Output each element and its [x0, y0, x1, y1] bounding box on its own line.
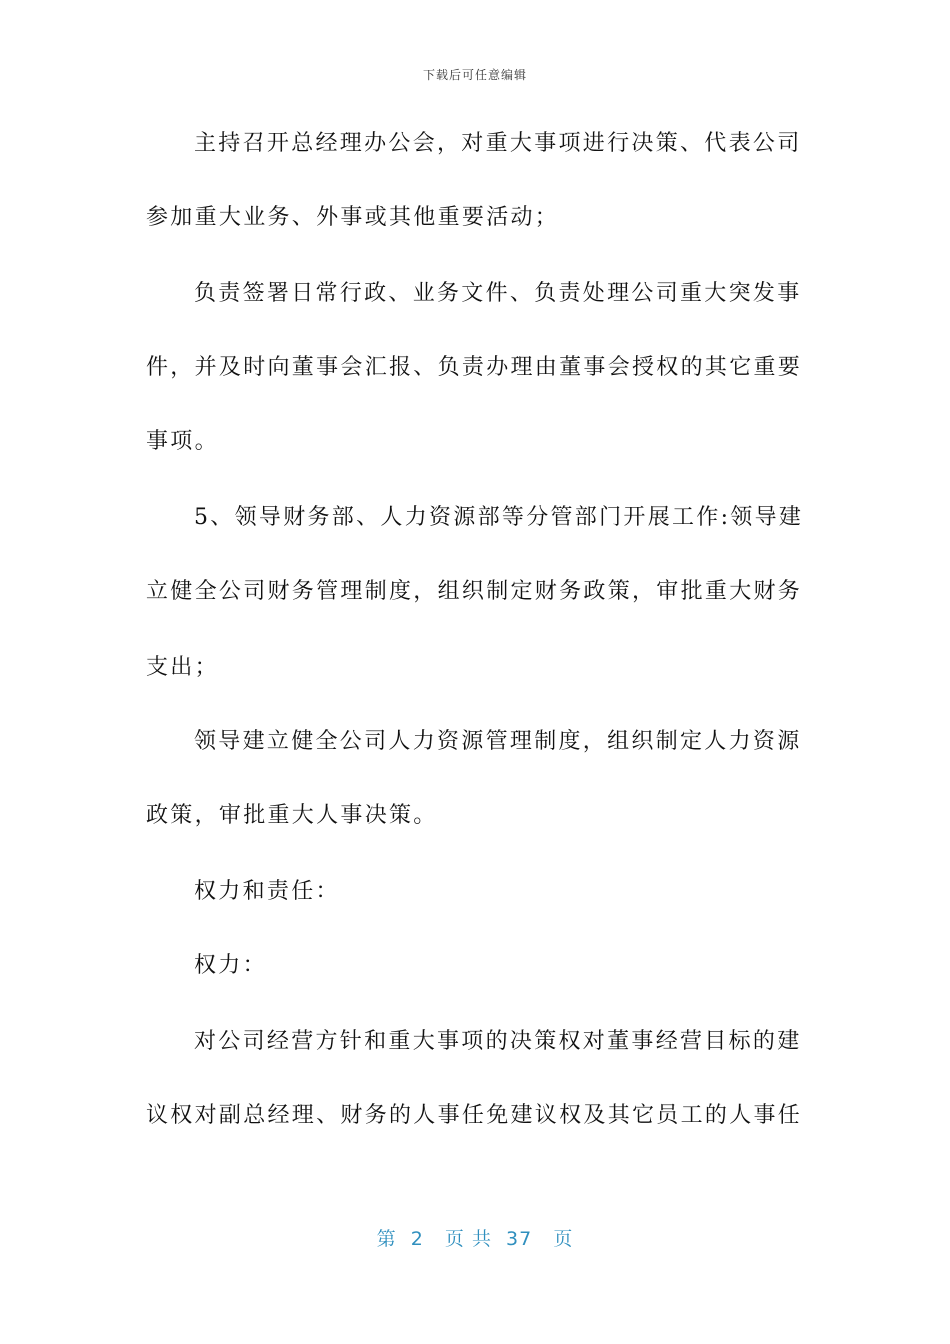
text-line: 参加重大业务、外事或其他重要活动；	[146, 205, 560, 230]
text-line: 对公司经营方针和重大事项的决策权对董事经营目标的建	[194, 1029, 802, 1054]
header-note: 下载后可任意编辑	[422, 68, 527, 82]
text-line: 件，并及时向董事会汇报、负责办理由董事会授权的其它重要	[146, 355, 803, 380]
text-line: 领导建立健全公司人力资源管理制度，组织制定人力资源	[194, 729, 802, 754]
text-line: 负责签署日常行政、业务文件、负责处理公司重大突发事	[194, 281, 802, 306]
text-line: 议权对副总经理、财务的人事任免建议权及其它员工的人事任	[146, 1103, 803, 1128]
text-line: 事项。	[146, 429, 219, 454]
text-line: 政策，审批重大人事决策。	[146, 803, 438, 828]
text-line: 主持召开总经理办公会，对重大事项进行决策、代表公司	[194, 131, 802, 156]
text-line: 权力和责任：	[194, 879, 340, 904]
text-line: 权力：	[194, 953, 267, 978]
text-line: 5、领导财务部、人力资源部等分管部门开展工作:领导建	[194, 505, 804, 530]
text-line: 立健全公司财务管理制度，组织制定财务政策，审批重大财务	[146, 579, 803, 604]
text-line: 支出；	[146, 655, 219, 680]
page-number: 第 2 页 共 37 页	[376, 1228, 574, 1250]
